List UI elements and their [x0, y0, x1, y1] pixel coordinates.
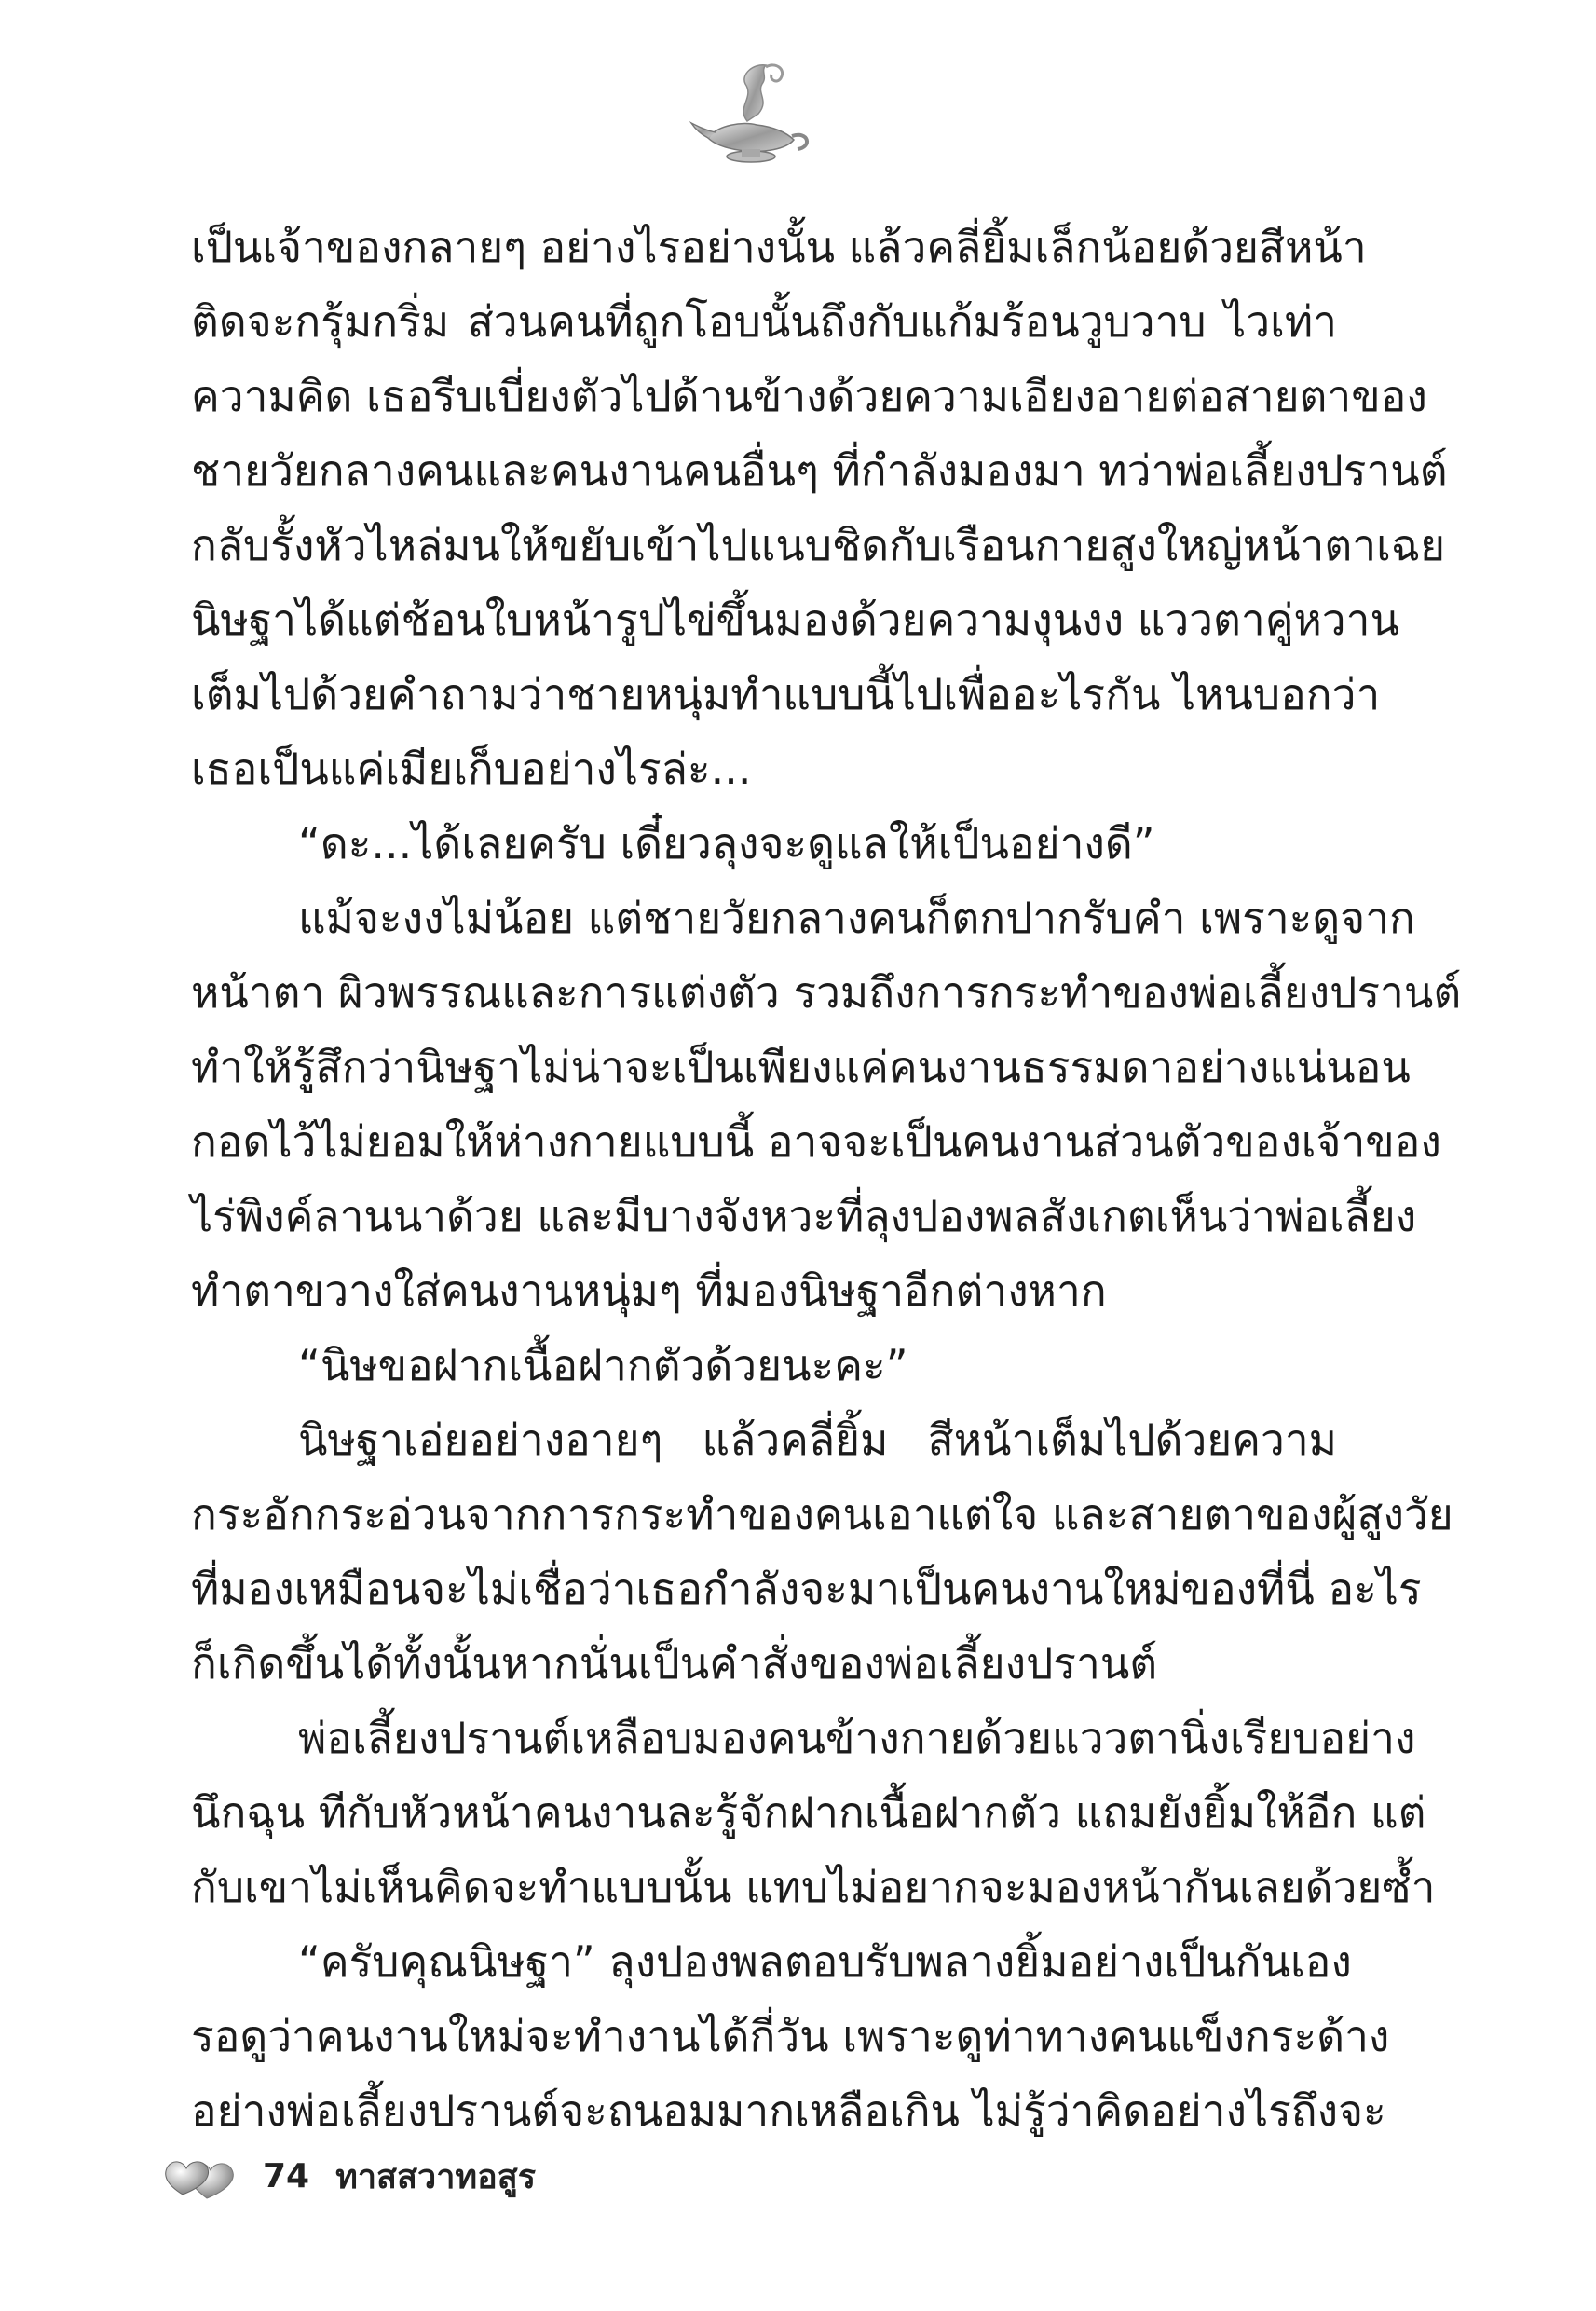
text-line: กอดไว้ไม่ยอมให้ห่างกายแบบนี้ อาจจะเป็นคนงานส่วนตัวของเจ้าของ	[191, 1116, 1441, 1167]
text-line: ที่มองเหมือนจะไม่เชื่อว่าเธอกำลังจะมาเป็นคนงานใหม่ของที่นี่ อะไร	[191, 1564, 1422, 1614]
text-line: นิษฐาเอ่ยอย่างอายๆ แล้วคลี่ยิ้ม สีหน้าเต็มไปด้วยความ	[298, 1415, 1337, 1465]
text-line: ก็เกิดขึ้นได้ทั้งนั้นหากนั่นเป็นคำสั่งของพ่อเลี้ยงปรานต์	[191, 1638, 1158, 1689]
text-line: ความคิด เธอรีบเบี่ยงตัวไปด้านข้างด้วยความเอียงอายต่อสายตาของ	[191, 371, 1427, 421]
body-text	[191, 210, 1462, 2148]
text-line: ทำให้รู้สึกว่านิษฐาไม่น่าจะเป็นเพียงแค่คนงานธรรมดาอย่างแน่นอน	[191, 1042, 1411, 1092]
text-line: ทำตาขวางใส่คนงานหนุ่มๆ ที่มองนิษฐาอีกต่างหาก	[191, 1265, 1107, 1316]
text-line: ติดจะกรุ้มกริ่ม ส่วนคนที่ถูกโอบนั้นถึงกับแก้มร้อนวูบวาบ ไวเท่า	[191, 296, 1337, 347]
text-line: พ่อเลี้ยงปรานต์เหลือบมองคนข้างกายด้วยแววตานิ่งเรียบอย่าง	[298, 1713, 1416, 1763]
text-line: แม้จะงงไม่น้อย แต่ชายวัยกลางคนก็ตกปากรับคำ เพราะดูจาก	[298, 893, 1415, 943]
text-line: นิษฐาได้แต่ช้อนใบหน้ารูปไข่ขึ้นมองด้วยความงุนงง แววตาคู่หวาน	[191, 595, 1399, 645]
text-line: กระอักกระอ่วนจากการกระทำของคนเอาแต่ใจ และสายตาของผู้สูงวัย	[191, 1489, 1453, 1539]
genie-lamp-icon	[689, 56, 820, 168]
book-title: ทาสสวาทอสูร	[335, 2157, 537, 2196]
text-line: “ดะ...ได้เลยครับ เดี๋ยวลุงจะดูแลให้เป็นอย่างดี”	[298, 818, 1155, 868]
text-line: ชายวัยกลางคนและคนงานคนอื่นๆ ที่กำลังมองมา ทว่าพ่อเลี้ยงปรานต์	[191, 445, 1448, 496]
text-line: กับเขาไม่เห็นคิดจะทำแบบนั้น แทบไม่อยากจะมองหน้ากันเลยด้วยซ้ำ	[191, 1862, 1436, 1912]
text-line: “นิษขอฝากเนื้อฝากตัวด้วยนะคะ”	[298, 1340, 908, 1390]
text-line: เป็นเจ้าของกลายๆ อย่างไรอย่างนั้น แล้วคลี่ยิ้มเล็กน้อยด้วยสีหน้า	[191, 222, 1367, 272]
text-line: เธอเป็นแค่เมียเก็บอย่างไรล่ะ...	[191, 744, 752, 794]
text-line: เต็มไปด้วยคำถามว่าชายหนุ่มทำแบบนี้ไปเพื่ออะไรกัน ไหนบอกว่า	[191, 669, 1381, 719]
text-line: หน้าตา ผิวพรรณและการแต่งตัว รวมถึงการกระทำของพ่อเลี้ยงปรานต์	[191, 967, 1462, 1018]
text-line: ไร่พิงค์ลานนาด้วย และมีบางจังหวะที่ลุงปองพลสังเกตเห็นว่าพ่อเลี้ยง	[191, 1191, 1417, 1241]
text-line: นึกฉุน ทีกับหัวหน้าคนงานละรู้จักฝากเนื้อฝากตัว แถมยังยิ้มให้อีก แต่	[191, 1787, 1426, 1838]
page-number: 74	[263, 2156, 310, 2195]
text-line: “ครับคุณนิษฐา” ลุงปองพลตอบรับพลางยิ้มอย่างเป็นกันเอง	[298, 1936, 1352, 1987]
page-footer	[158, 2143, 536, 2208]
hearts-icon	[158, 2148, 242, 2204]
text-line: อย่างพ่อเลี้ยงปรานต์จะถนอมมากเหลือเกิน ไม่รู้ว่าคิดอย่างไรถึงจะ	[191, 2085, 1386, 2136]
text-line: กลับรั้งหัวไหล่มนให้ขยับเข้าไปแนบชิดกับเรือนกายสูงใหญ่หน้าตาเฉย	[191, 520, 1446, 570]
text-line: รอดูว่าคนงานใหม่จะทำงานได้กี่วัน เพราะดูท่าทางคนแข็งกระด้าง	[191, 2011, 1390, 2061]
